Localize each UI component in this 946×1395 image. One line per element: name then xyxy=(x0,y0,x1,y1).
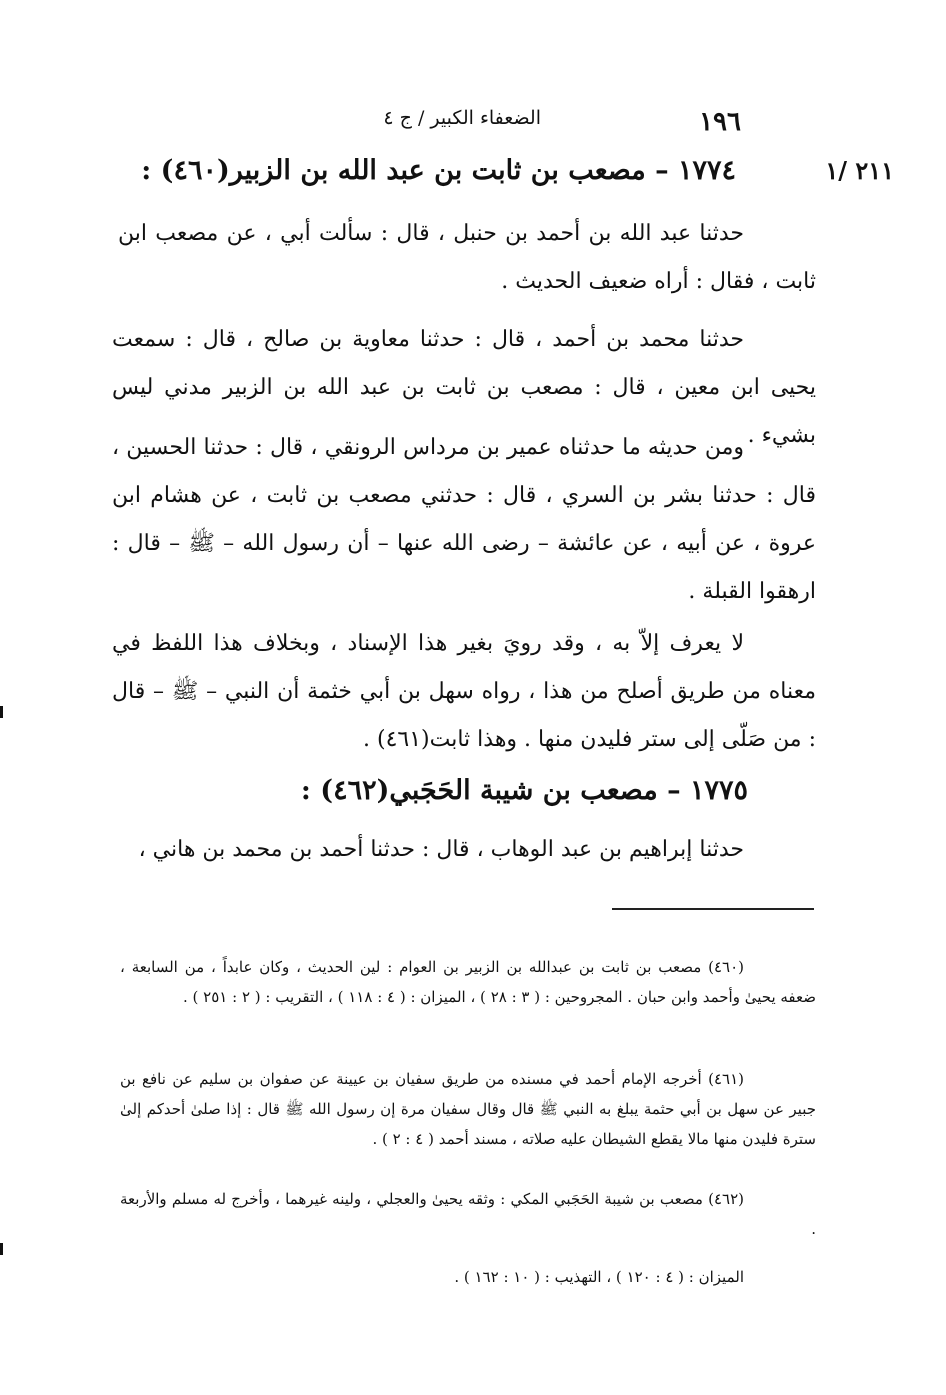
page-number: ١٩٦ xyxy=(699,107,741,137)
footnote-separator xyxy=(612,908,814,910)
footnote-462: (٤٦٢) مصعب بن شيبة الحَجَبي المكي : وثقه يحيىٰ والعجلي ، ولينه غيرهما ، وأخرج له مسلم والأربعة . xyxy=(120,1190,816,1238)
footnote-460: (٤٦٠) مصعب بن ثابت بن عبدالله بن الزبير بن العوام : لين الحديث ، وكان عابداً ، من السابعة ، ضعفه يحيىٰ وأحمد وابن حبان . المجروحين : ( ٣ : ٢٨ ) ، الميزان : ( ٤ : ١١٨ ) ، التقريب : ( ٢ : ٢٥١ ) . xyxy=(120,958,816,1006)
footnote-continuation: الميزان : ( ٤ : ١٢٠ ) ، التهذيب : ( ١٠ : ١٦٢ ) . xyxy=(454,1268,744,1286)
paragraph: حدثنا إبراهيم بن عبد الوهاب ، قال : حدثنا أحمد بن محمد بن هاني ، xyxy=(138,837,744,862)
paragraph: لا يعرف إلاّ به ، وقد رويَ بغير هذا الإسناد ، وبخلاف هذا اللفظ في معناه من طريق أصلح من هذا ، رواه سهل بن أبي خثمة أن النبي – ﷺ – قال : من صَلّى إلى ستر فليدن منها . وهذا ثابت(٤٦١) . xyxy=(112,631,817,752)
scan-edge-mark xyxy=(0,1243,3,1255)
scan-edge-mark xyxy=(0,706,3,718)
entry-title-1774: ١٧٧٤ – مصعب بن ثابت بن عبد الله بن الزبير(٤٦٠) : xyxy=(141,155,736,186)
entry-title-1775: ١٧٧٥ – مصعب بن شيبة الحَجَبي(٤٦٢) : xyxy=(300,775,748,806)
margin-reference: ٢١١ /١ xyxy=(825,156,894,185)
paragraph: حدثنا عبد الله بن أحمد بن حنبل ، قال : سألت أبي ، عن مصعب ابن ثابت ، فقال : أراه ضعيف الحديث . xyxy=(118,221,816,294)
paragraph: ومن حديثه ما حدثناه عمير بن مرداس الرونقي ، قال : حدثنا الحسين ، قال : حدثنا بشر بن السري ، قال : حدثني مصعب بن ثابت ، عن هشام ابن عروة ، عن أبيه ، عن عائشة – رضى الله عنها – أن رسول الله – ﷺ – قال : ارهقوا القبلة . xyxy=(112,435,816,604)
paragraph: حدثنا محمد بن أحمد ، قال : حدثنا معاوية بن صالح ، قال : سمعت يحيى ابن معين ، قال : مصعب بن ثابت بن عبد الله بن الزبير مدني ليس بشيء . xyxy=(112,327,816,448)
running-title: الضعفاء الكبير / ج ٤ xyxy=(383,107,541,129)
footnote-461: (٤٦١) أخرجه الإمام أحمد في مسنده من طريق سفيان بن عيينة عن صفوان بن سليم عن نافع بن جبير عن سهل بن أبي حثمة يبلغ به النبي ﷺ قال وقال سفيان مرة إن رسول الله ﷺ قال : إذا صلىٰ أحدكم إلىٰ سترة فليدن منها مالا يقطع الشيطان عليه صلاته ، مسند أحمد ( ٤ : ٢ ) . xyxy=(120,1070,816,1148)
